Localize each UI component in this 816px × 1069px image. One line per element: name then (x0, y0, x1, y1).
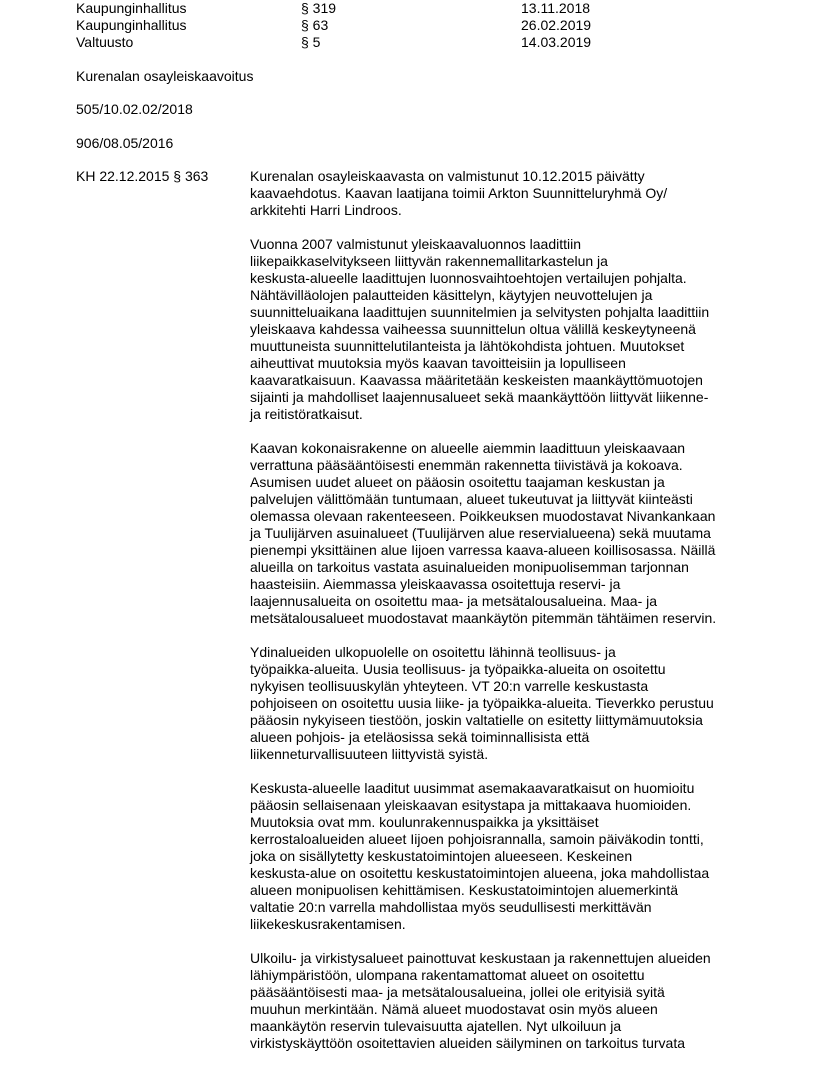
decision-body: Kaupunginhallitus (76, 0, 187, 16)
decision-section: § 319 (301, 0, 337, 16)
decision-date: 13.11.2018 (521, 0, 591, 16)
decision-date: 26.02.2019 (521, 17, 592, 33)
decision-row-1 (76, 0, 776, 17)
decision-section: § 63 (301, 17, 329, 33)
decision-date: 14.03.2019 (521, 34, 592, 50)
paragraph-5: Keskusta-alueelle laaditut uusimmat asemakaavaratkaisut on huomioitu pääosin sellaisenaan yleiskaavan esitystapa ja mittakaava huomioiden. Muutoksia ovat mm. koulunrakennuspaikka ja yksittäiset kerrostaloalueiden alueet Iijoen pohjoisrannalla, samoin päiväkodin tontti, joka on sisällytetty keskustatoimintojen alueeseen. Keskeinen keskusta-alue on osoitettu keskustatoimintojen alueena, joka mahdollistaa alueen monipuolisen kehittämisen. Keskustatoimintojen aluemerkintä valtatie 20:n varrella mahdollistaa myös seudullisesti merkittävän liikekeskusrakentamisen. (250, 780, 710, 932)
paragraph-4: Ydinalueiden ulkopuolelle on osoitettu lähinnä teollisuus- ja työpaikka-alueita. Uusia teollisuus- ja työpaikka-alueita on osoitettu nykyisen teollisuuskylän yhteyteen. VT 20:n varrelle keskustasta pohjoiseen on osoitettu uusia liike- ja työpaikka-alueita. Tieverkko perustuu pääosin nykyiseen tiestöön, joskin valtatielle on esitetty liittymämuutoksia alueen pohjois- ja eteläosissa sekä toiminnallisista että liikenneturvallisuuteen liittyvistä syistä. (250, 644, 714, 762)
decision-section: § 5 (301, 34, 321, 50)
decision-body: Kaupunginhallitus (76, 17, 187, 33)
decision-row-2 (76, 17, 776, 34)
paragraph-6: Ulkoilu- ja virkistysalueet painottuvat keskustaan ja rakennettujen alueiden lähiympäristöön, ulompana rakentamattomat alueet on osoitettu pääsääntöisesti maa- ja metsätalousalueina, jollei ole erityisiä syitä muuhun merkintään. Nämä alueet muodostavat osin myös alueen maankäytön reservin tulevaisuutta ajatellen. Nyt ulkoiluun ja virkistyskäyttöön osoitettavien alueiden säilyminen on tarkoitus turvata (250, 950, 711, 1051)
body-text (250, 168, 750, 1069)
paragraph-1: Kurenalan osayleiskaavasta on valmistunut 10.12.2015 päivätty kaavaehdotus. Kaavan laatijana toimii Arkton Suunnitteluryhmä Oy/ arkkitehti Harri Lindroos. (250, 168, 668, 218)
reference-number-1: 505/10.02.02/2018 (76, 101, 193, 117)
paragraph-2: Vuonna 2007 valmistunut yleiskaavaluonnos laadittiin liikepaikkaselvitykseen liittyvän rakennemallitarkastelun ja keskusta-alueelle laadittujen luonnosvaihtoehtojen vertailujen pohjalta. Nähtävilläolojen palautteiden käsittelyn, käytyjen neuvottelujen ja suunnitteluaikana laadittujen suunnitelmien ja selvitysten pohjalta laadittiin yleiskaava kahdessa vaiheessa suunnittelun oltua välillä keskeytyneenä muuttuneista suunnittelutilanteista ja lähtökohdista johtuen. Muutokset aiheuttivat muutoksia myös kaavan tavoitteisiin ja lopulliseen kaavaratkaisuun. Kaavassa määritetään keskeisten maankäyttömuotojen sijainti ja mahdolliset laajennusalueet sekä maankäyttöön liittyvät liikenne- ja reitistöratkaisut. (250, 236, 710, 422)
kh-decision-label: KH 22.12.2015 § 363 (76, 168, 209, 184)
paragraph-3: Kaavan kokonaisrakenne on alueelle aiemmin laadittuun yleiskaavaan verrattuna pääsääntöisesti enemmän rakennetta tiivistävä ja kokoava. Asumisen uudet alueet on pääosin osoitettu taajaman keskustan ja palvelujen välittömään tuntumaan, alueet tukeutuvat ja liittyvät kiinteästi olemassa olevaan rakenteeseen. Poikkeuksen muodostavat Nivankankaan ja Tuulijärven asuinalueet (Tuulijärven alue reservialueena) sekä muutama pienempi yksittäinen alue Iijoen varressa kaava-alueen koillisosassa. Näillä alueilla on tarkoitus vastata asuinalueiden monipuolisemman tarjonnan haasteisiin. Aiemmassa yleiskaavassa osoitettuja reservi- ja laajennusalueita on osoitettu maa- ja metsätalousalueina. Maa- ja metsätalousalueet muodostavat maankäytön pitemmän tähtäimen reservin. (250, 440, 717, 626)
decision-body: Valtuusto (76, 34, 134, 50)
document-title: Kurenalan osayleiskaavoitus (76, 68, 254, 84)
decision-row-3 (76, 34, 776, 51)
reference-number-2: 906/08.05/2016 (76, 135, 174, 151)
